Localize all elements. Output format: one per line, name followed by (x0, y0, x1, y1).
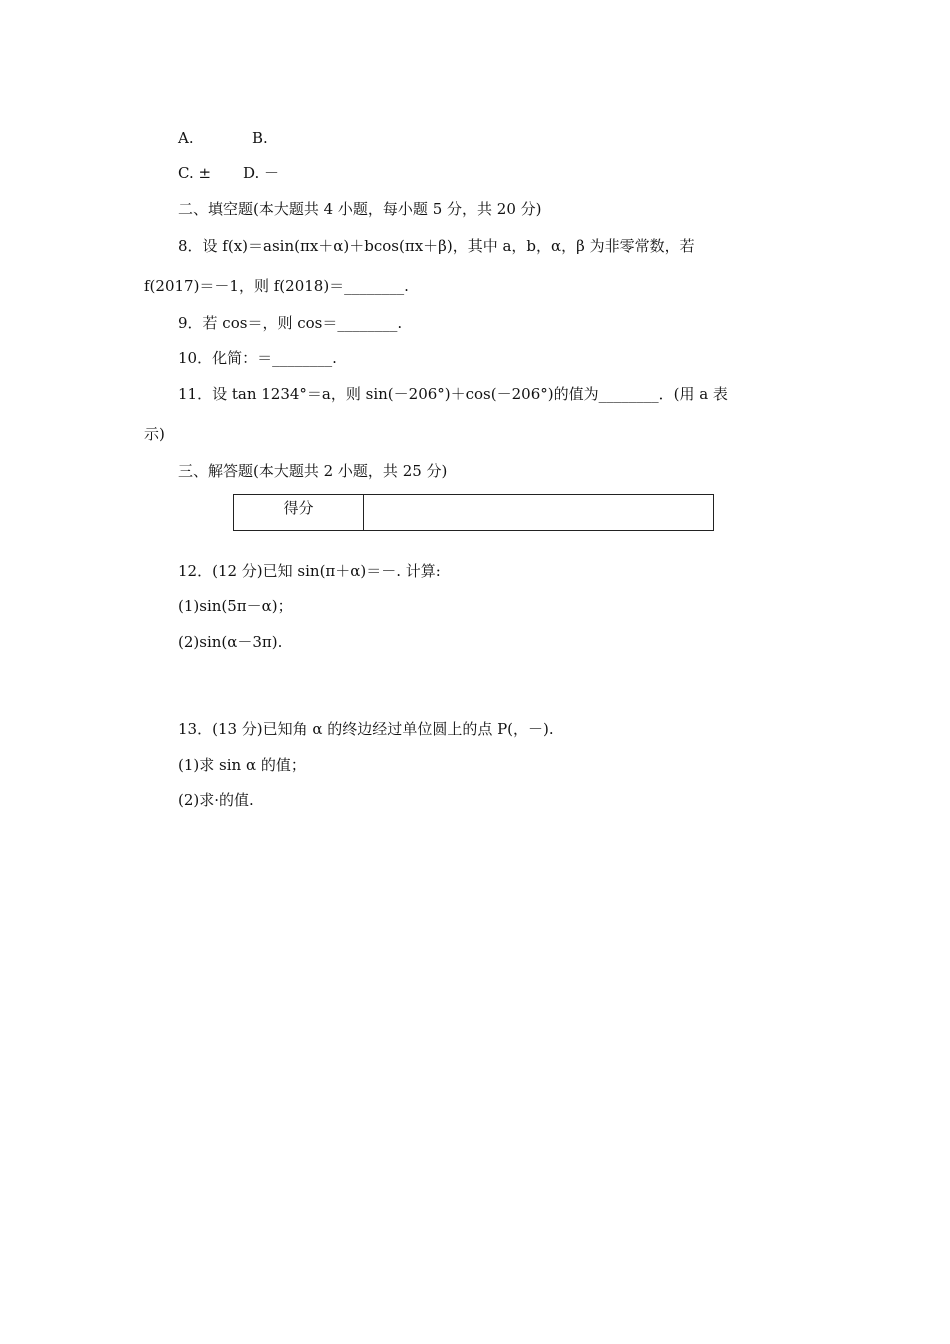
score-table (233, 494, 714, 531)
question-12-stem: 12．(12 分)已知 sin(π＋α)＝－. 计算: (178, 562, 441, 580)
question-12-part-2: (2)sin(α－3π). (178, 633, 283, 651)
question-10: 10．化简：＝________. (178, 349, 337, 367)
question-13-part-2: (2)求·的值. (178, 791, 254, 809)
question-12-part-1: (1)sin(5π－α)； (178, 597, 293, 615)
question-11-line-2: 示) (144, 425, 165, 443)
option-c: C. ± (178, 164, 212, 182)
question-11-line-1: 11．设 tan 1234°＝a，则 sin(－206°)＋cos(－206°)的值为________．(用 a 表 (178, 385, 728, 403)
question-13-part-1: (1)求 sin α 的值； (178, 756, 306, 774)
score-value-cell (364, 495, 713, 530)
question-8-line-2: f(2017)＝－1，则 f(2018)＝________. (144, 277, 409, 295)
question-13-stem: 13．(13 分)已知角 α 的终边经过单位圆上的点 P(，－). (178, 720, 554, 738)
section-2-heading: 二、填空题(本大题共 4 小题，每小题 5 分，共 20 分) (178, 200, 542, 218)
option-b: B. (252, 129, 268, 147)
option-a: A. (178, 129, 194, 147)
question-9: 9．若 cos＝，则 cos＝________. (178, 314, 403, 332)
question-8-line-1: 8．设 f(x)＝asin(πx＋α)＋bcos(πx＋β)，其中 a，b，α，β 为非零常数，若 (178, 237, 695, 255)
score-label-cell: 得分 (234, 495, 364, 530)
option-d: D. － (243, 164, 280, 182)
section-3-heading: 三、解答题(本大题共 2 小题，共 25 分) (178, 462, 448, 480)
